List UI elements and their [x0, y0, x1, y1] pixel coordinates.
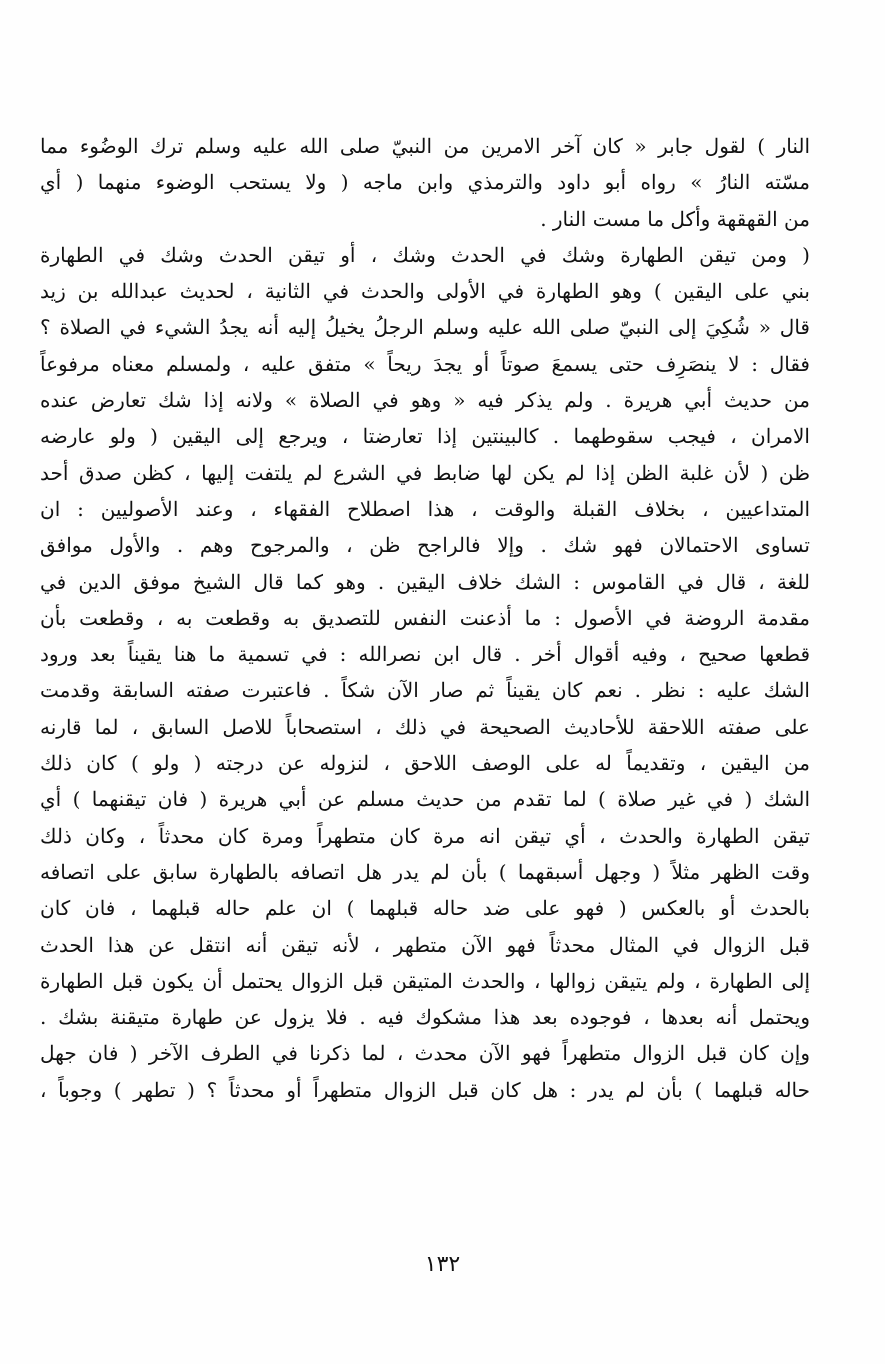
text-line: بني على اليقين ) وهو الطهارة في الأولى والحدث في الثانية ، لحديث عبدالله بن زيد — [40, 279, 810, 304]
text-line: ظن ( لأن غلبة الظن إذا لم يكن لها ضابط في الشرع لم يلتفت إليها ، كظن صدق أحد — [40, 460, 810, 485]
text-line: الشك عليه : نظر . نعم كان يقيناً ثم صار الآن شكاً . فاعتبرت صفته السابقة وقدمت — [40, 678, 810, 703]
text-line: فقال : لا ينصَرِف حتى يسمعَ صوتاً أو يجدَ ريحاً » متفق عليه ، ولمسلم معناه مرفوعاً — [40, 351, 810, 376]
text-line: وإن كان قبل الزوال متطهراً فهو الآن محدث ، لما ذكرنا في الطرف الآخر ( فان جهل — [40, 1041, 810, 1066]
text-line: تيقن الطهارة والحدث ، أي تيقن انه مرة كان متطهراً ومرة كان محدثاً ، وكان ذلك — [40, 823, 810, 848]
text-line: الشك ( في غير صلاة ) لما تقدم من حديث مسلم عن أبي هريرة ( فان تيقنهما ) أي — [40, 787, 810, 812]
text-line: قطعها صحيح ، وفيه أقوال أخر . قال ابن نصرالله : في تسمية ما هنا يقيناً بعد ورود — [40, 642, 810, 667]
text-line: ويحتمل أنه بعدها ، فوجوده بعد هذا مشكوك فيه . فلا يزول عن طهارة متيقنة بشك . — [40, 1005, 810, 1030]
text-line: قبل الزوال في المثال محدثاً فهو الآن متطهر ، لأنه تيقن أنه انتقل عن هذا الحدث — [40, 932, 810, 957]
text-line: النار ) لقول جابر « كان آخر الامرين من النبيّ صلى الله عليه وسلم ترك الوضُوء مما — [40, 134, 810, 158]
text-line: مسّته النارُ » رواه أبو داود والترمذي وابن ماجه ( ولا يستحب الوضوء منهما ( أي — [40, 170, 810, 195]
text-line: قال « شُكِيَ إلى النبيّ صلى الله عليه وسلم الرجلُ يخيلُ إليه أنه يجدُ الشيء في الصلاة ؟ — [40, 315, 810, 340]
body-text — [40, 128, 810, 1108]
text-line: حاله قبلهما ) بأن لم يدر : هل كان قبل الزوال متطهراً أو محدثاً ؟ ( تطهر ) وجوباً ، — [40, 1077, 810, 1102]
text-line: ( ومن تيقن الطهارة وشك في الحدث وشك ، أو تيقن الحدث وشك في الطهارة — [40, 242, 810, 267]
text-line: للغة ، قال في القاموس : الشك خلاف اليقين . وهو كما قال الشيخ موفق الدين في — [40, 569, 810, 594]
text-line: وقت الظهر مثلاً ( وجهل أسبقهما ) بأن لم يدر هل اتصافه بالطهارة سابق على اتصافه — [40, 859, 810, 884]
text-line: من حديث أبي هريرة . ولم يذكر فيه « وهو في الصلاة » ولانه إذا شك تعارض عنده — [40, 388, 810, 413]
text-line: الامران ، فيجب سقوطهما . كالبينتين إذا تعارضتا ، ويرجع إلى اليقين ( ولو عارضه — [40, 424, 810, 449]
text-line: من اليقين ، وتقديماً له على الوصف اللاحق ، لنزوله عن درجته ( ولو ) كان ذلك — [40, 751, 810, 776]
page-number: ١٣٢ — [424, 1252, 461, 1277]
text-line: بالحدث أو بالعكس ( فهو على ضد حاله قبلهما ) ان علم حاله قبلهما ، فان كان — [40, 896, 810, 921]
text-line: المتداعيين ، بخلاف القبلة والوقت ، هذا اصطلاح الفقهاء ، وعند الأصوليين : ان — [40, 496, 810, 521]
text-line: إلى الطهارة ، ولم يتيقن زوالها ، والحدث المتيقن قبل الزوال يحتمل أن يكون قبل الطهارة — [40, 968, 810, 993]
text-line: على صفته اللاحقة للأحاديث الصحيحة في ذلك ، استصحاباً للاصل السابق ، لما قارنه — [40, 714, 810, 739]
text-line: من القهقهة وأكل ما مست النار . — [540, 206, 810, 231]
text-line: مقدمة الروضة في الأصول : ما أذعنت النفس للتصديق به وقطعت به ، وقطعت بأن — [40, 605, 810, 630]
text-line: تساوى الاحتمالان فهو شك . وإلا فالراجح ظن ، والمرجوح وهم . والأول موافق — [40, 533, 810, 558]
